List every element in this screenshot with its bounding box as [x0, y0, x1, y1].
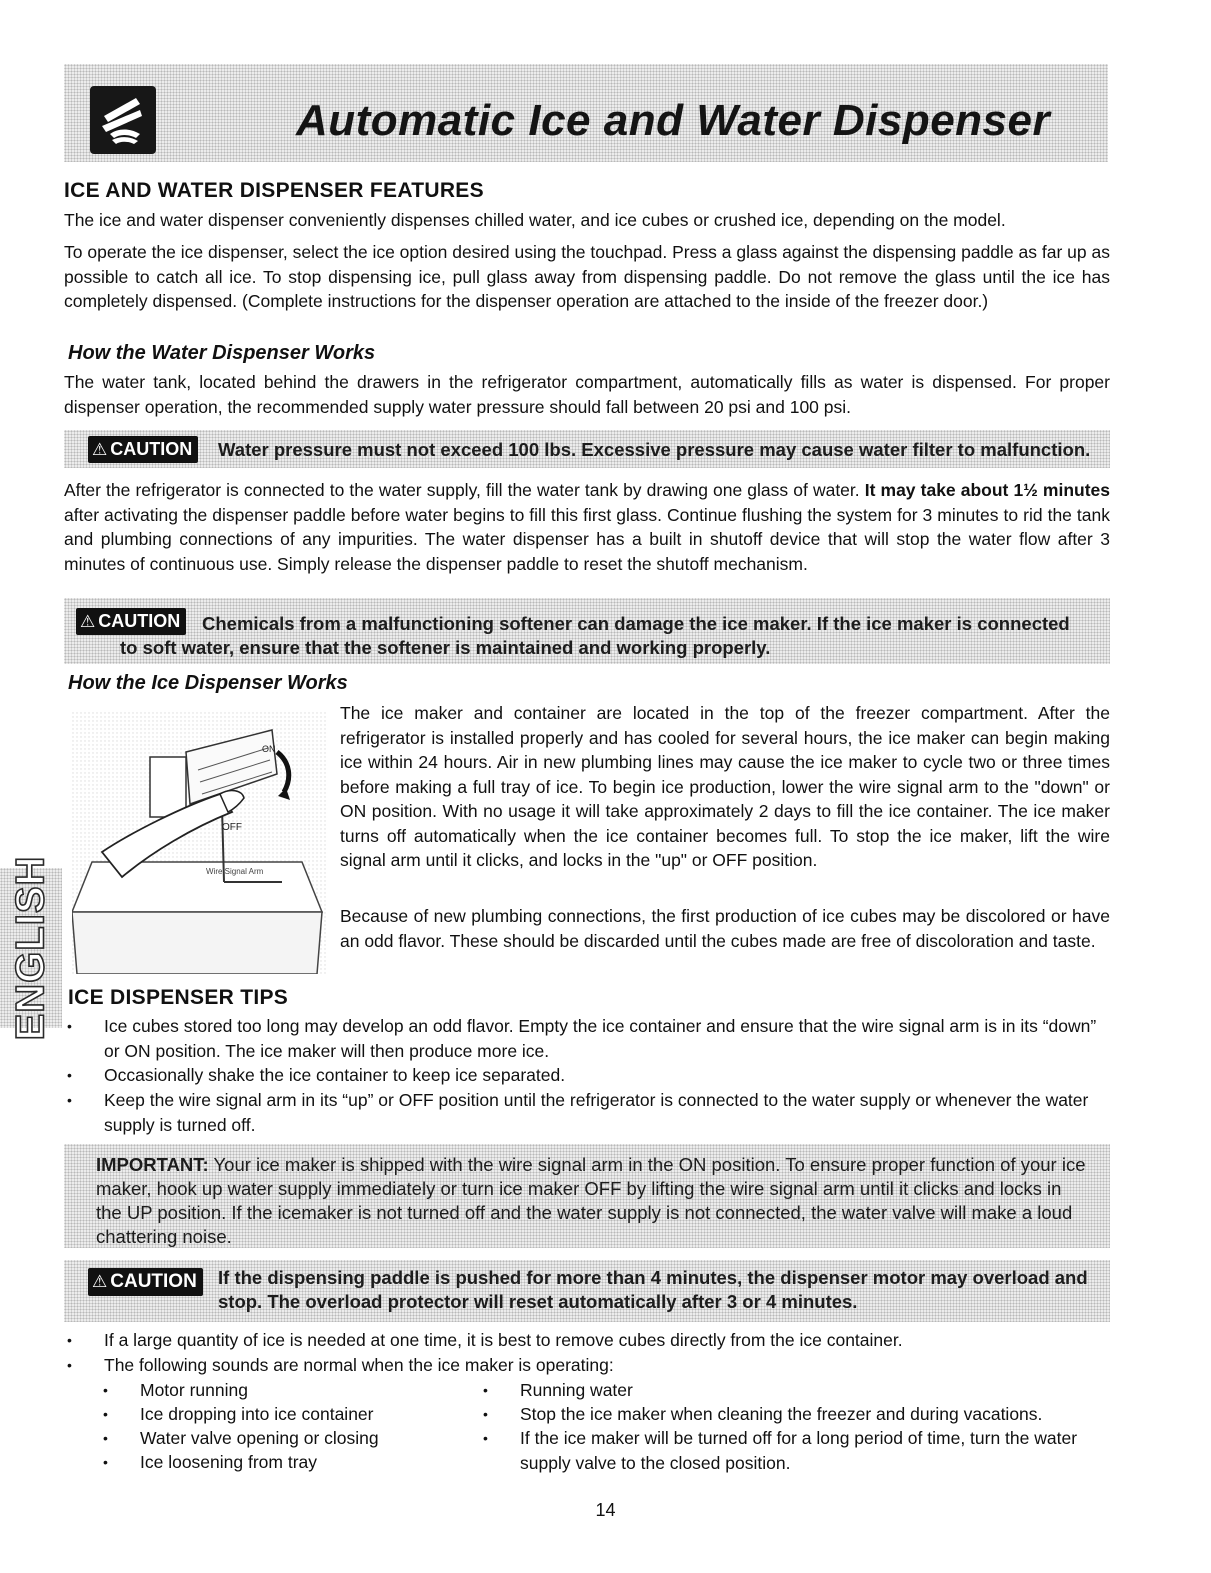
wire-signal-arm-label: Wire Signal Arm [206, 867, 264, 876]
sound-item: • If the ice maker will be turned off for a long period of time, turn the water supply valve to the closed position. [483, 1428, 1078, 1473]
warning-icon: ⚠ [92, 440, 108, 459]
caution-badge: ⚠ CAUTION [88, 436, 198, 463]
warning-icon: ⚠ [80, 612, 96, 631]
caution-text-water-pressure: Water pressure must not exceed 100 lbs. Excessive pressure may cause water filter to malfunction. [218, 439, 1091, 460]
page-number: 14 [595, 1500, 616, 1520]
sound-item: • Motor running [103, 1380, 248, 1400]
ice-dispenser-heading: How the Ice Dispenser Works [68, 672, 348, 694]
sound-item: • Stop the ice maker when cleaning the freezer and during vacations. [483, 1404, 1043, 1424]
language-side-tab: ENGLISH [0, 868, 62, 1028]
features-paragraph-1: The ice and water dispenser conveniently dispenses chilled water, and ice cubes or crushed ice, depending on the model. [64, 210, 1006, 230]
water-dispenser-heading: How the Water Dispenser Works [68, 342, 376, 364]
list-item: • Keep the wire signal arm in its “up” or OFF position until the refrigerator is connected to the water supply or whenever the water supply is turned off. [67, 1090, 1089, 1135]
page-title: Automatic Ice and Water Dispenser [296, 96, 1051, 145]
list-item: • If a large quantity of ice is needed at one time, it is best to remove cubes directly from the ice container. [67, 1330, 903, 1350]
caution-badge: ⚠ CAUTION [88, 1268, 203, 1296]
features-paragraph-2: To operate the ice dispenser, select the ice option desired using the touchpad. Press a glass against the dispensing paddle as far up as possible to catch all ice. To stop dispensing ice, pull glass away from dispensing paddle. Do not remove the glass until the ice has completely dispensed. (Complete instructions for the dispenser operation are attached to the inside of the freezer door.) [64, 242, 1110, 311]
ice-water-dispenser-icon [90, 86, 156, 154]
water-paragraph-2: After the refrigerator is connected to the water supply, fill the water tank by drawing one glass of water. It may take about 1½ minutes after activating the dispenser paddle before water begins to fill this first glass. Continue flushing the system for 3 minutes to rid the tank and plumbing connections of any impurities. The water dispenser has a built in shutoff device that will stop the water flow after 3 minutes of continuous use. Simply release the dispenser paddle to reset the shutoff mechanism. [64, 480, 1110, 574]
on-label: ON [262, 744, 276, 754]
ice-maker-illustration [72, 712, 327, 974]
caution-text-softener: Chemicals from a malfunctioning softener can damage the ice maker. If the ice maker is connected to soft water, ensure that the softener is maintained and working properly. [120, 613, 1070, 658]
caution-text-overload: If the dispensing paddle is pushed for more than 4 minutes, the dispenser motor may overload and stop. The overload protector will reset automatically after 3 or 4 minutes. [218, 1267, 1088, 1312]
ice-paragraph-2: Because of new plumbing connections, the first production of ice cubes may be discolored or have an odd flavor. These should be discarded until the cubes made are free of discoloration and taste. [340, 906, 1110, 951]
list-item: • Ice cubes stored too long may develop an odd flavor. Empty the ice container and ensure that the wire signal arm is in its “down” or ON position. The ice maker will then produce more ice. [67, 1016, 1097, 1061]
features-heading: ICE AND WATER DISPENSER FEATURES [64, 179, 484, 202]
sound-item: • Running water [483, 1380, 633, 1400]
important-notice-text: IMPORTANT: Your ice maker is shipped with the wire signal arm in the ON position. To ensure proper function of your ice maker, hook up water supply immediately or turn ice maker OFF by lifting the wire signal arm until it clicks and locks in the UP position. If the icemaker is not turned off and the water supply is not connected, the water valve will make a loud chattering noise. [96, 1154, 1086, 1247]
sound-item: • Ice dropping into ice container [103, 1404, 374, 1424]
sound-item: • Water valve opening or closing [103, 1428, 379, 1448]
warning-icon: ⚠ [92, 1272, 108, 1291]
water-paragraph-1: The water tank, located behind the drawers in the refrigerator compartment, automatically fills as water is dispensed. For proper dispenser operation, the recommended supply water pressure should fall between 20 psi and 100 psi. [64, 372, 1110, 417]
sound-item: • Ice loosening from tray [103, 1452, 318, 1472]
ice-paragraph-1: The ice maker and container are located in the top of the freezer compartment. After the refrigerator is installed properly and has cooled for several hours, the ice maker can begin making ice within 24 hours. Air in new plumbing lines may cause the ice maker to cycle two or three times before making a full tray of ice. To begin ice production, lower the wire signal arm to the "down" or ON position. With no usage it will take approximately 2 days to fill the ice container. The ice maker turns off automatically when the ice container becomes full. To stop the ice maker, lift the wire signal arm until it clicks, and locks in the "up" or OFF position. [340, 703, 1110, 870]
list-item: • Occasionally shake the ice container to keep ice separated. [67, 1065, 566, 1085]
tips-heading: ICE DISPENSER TIPS [68, 986, 289, 1009]
list-item: • The following sounds are normal when the ice maker is operating: [67, 1355, 614, 1375]
off-label: OFF [222, 822, 242, 833]
caution-badge: ⚠ CAUTION [76, 608, 186, 635]
